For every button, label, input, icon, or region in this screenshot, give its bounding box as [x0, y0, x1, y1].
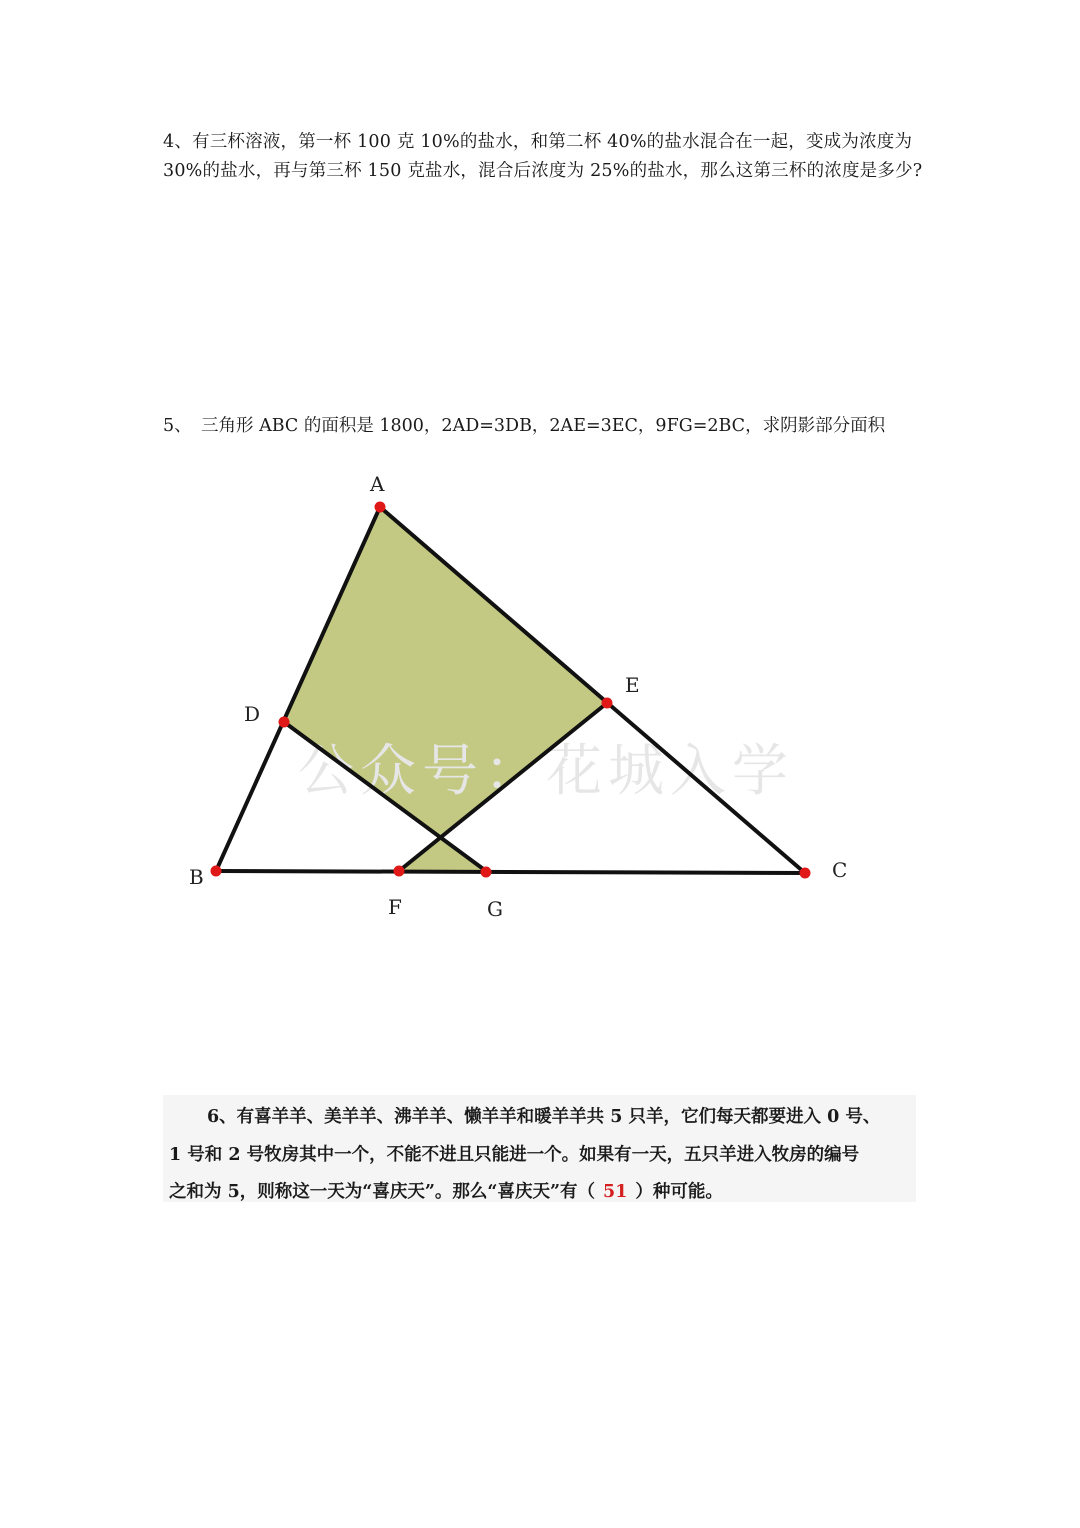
point-g — [481, 867, 492, 878]
label-d: D — [244, 702, 261, 726]
question-6-line-1: 6、有喜羊羊、美羊羊、沸羊羊、懒羊羊和暖羊羊共 5 只羊，它们每天都要进入 0 号、 — [207, 1107, 881, 1127]
question-6-line-2: 1 号和 2 号牧房其中一个，不能不进且只能进一个。如果有一天，五只羊进入牧房的编号 — [169, 1144, 860, 1165]
point-a — [375, 502, 386, 513]
label-b: B — [189, 865, 204, 889]
point-c — [800, 868, 811, 879]
label-c: C — [832, 858, 848, 882]
question-6-line-3 — [169, 1174, 910, 1212]
question-6-line-3-start: 之和为 5，则称这一天为“喜庆天”。那么“喜庆天”有（ — [169, 1182, 596, 1202]
answer-value: 51 — [603, 1182, 628, 1202]
question-5-number: 5、 — [163, 416, 192, 436]
question-5-text: 三角形 ABC 的面积是 1800，2AD=3DB，2AE=3EC，9FG=2BC，求阴影部分面积 — [201, 416, 886, 436]
question-4-text: 4、有三杯溶液，第一杯 100 克 10%的盐水，和第二杯 40%的盐水混合在一起，变成为浓度为 30%的盐水，再与第三杯 150 克盐水，混合后浓度为 25%的盐水，那么这第三杯的浓度是多少? — [163, 132, 923, 181]
label-f: F — [388, 895, 402, 919]
shaded-small-triangle — [399, 837, 486, 871]
point-d — [279, 717, 290, 728]
question-6-line-3-end: ）种可能。 — [635, 1182, 723, 1202]
segment-bc — [216, 871, 805, 873]
point-e — [602, 698, 613, 709]
label-a: A — [370, 472, 385, 496]
label-g: G — [487, 897, 503, 921]
watermark: 公众号：花城入学 — [298, 739, 794, 804]
question-6 — [163, 1095, 916, 1202]
label-e: E — [625, 673, 640, 697]
point-b — [211, 866, 222, 877]
point-f — [394, 866, 405, 877]
